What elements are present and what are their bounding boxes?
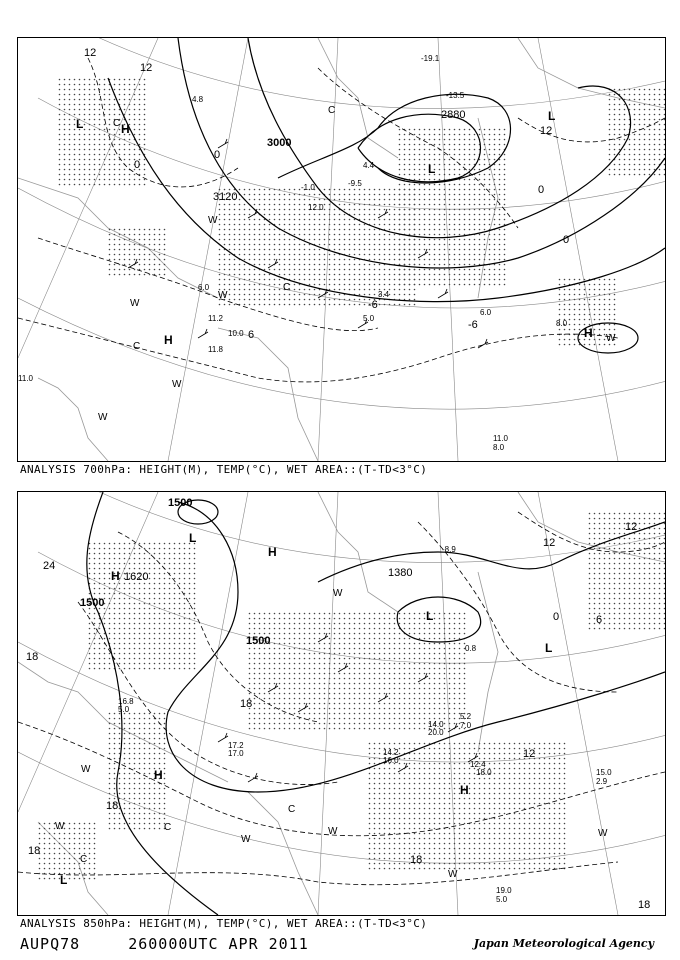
obs-value: 4.4 xyxy=(363,161,375,170)
temp-label: 0 xyxy=(214,149,221,161)
obs-value: 11.8 xyxy=(208,345,223,354)
chart-code: AUPQ78 xyxy=(20,935,81,953)
warm-mark: W xyxy=(448,869,458,880)
temp-label: 6 xyxy=(248,329,255,341)
caption-850hpa: ANALYSIS 850hPa: HEIGHT(M), TEMP(°C), WET AREA::(T-TD<3°C) xyxy=(20,917,428,930)
map-700hpa xyxy=(17,37,666,462)
obs-value: 6.0 xyxy=(480,308,492,317)
obs-value: 10.0 xyxy=(228,329,244,338)
temp-label: -6 xyxy=(468,319,478,331)
warm-mark: W xyxy=(130,298,140,309)
temp-label: 24 xyxy=(43,560,56,572)
obs-value: 16.0 xyxy=(383,756,399,765)
map-850hpa xyxy=(17,491,666,916)
temp-label: 6 xyxy=(596,614,603,626)
cold-mark: C xyxy=(328,105,336,116)
high-center-marker: H xyxy=(121,122,130,136)
high-center-marker: H xyxy=(460,783,469,797)
warm-mark: W xyxy=(333,588,343,599)
obs-value: 4.8 xyxy=(192,95,204,104)
obs-value: -8.9 xyxy=(442,545,456,554)
low-center-marker: L xyxy=(548,109,556,123)
obs-value: -13.5 xyxy=(446,91,465,100)
high-center-marker: H xyxy=(164,333,173,347)
obs-value: 5.0 xyxy=(118,705,130,714)
obs-value: 16.8 xyxy=(118,697,134,706)
warm-mark: W xyxy=(208,215,218,226)
obs-value: 5.0 xyxy=(496,895,508,904)
warm-mark: W xyxy=(218,290,228,301)
obs-value: 3.4 xyxy=(378,290,390,299)
map-850hpa-canvas xyxy=(18,492,665,915)
temp-label: 0 xyxy=(134,159,141,171)
height-label: 1380 xyxy=(388,567,413,579)
height-label: 1500 xyxy=(246,635,271,647)
obs-value: 18.0 xyxy=(476,768,492,777)
obs-value: 0.8 xyxy=(465,644,477,653)
obs-value: -19.1 xyxy=(421,54,440,63)
temp-label: 12 xyxy=(543,537,556,549)
obs-value: 20.0 xyxy=(428,728,444,737)
temp-label: 18 xyxy=(106,800,119,812)
obs-value: 12.4 xyxy=(470,760,486,769)
cold-mark: C xyxy=(113,118,121,129)
height-label: 3000 xyxy=(267,137,292,149)
cold-mark: C xyxy=(80,854,88,865)
obs-value: 15.0 xyxy=(596,768,612,777)
obs-value: -9.5 xyxy=(348,179,362,188)
warm-mark: W xyxy=(241,834,251,845)
agency-name: Japan Meteorological Agency xyxy=(473,937,654,950)
height-label: 1620 xyxy=(124,571,149,583)
temp-label: 0 xyxy=(538,184,545,196)
obs-value: 8.0 xyxy=(493,443,505,452)
high-center-marker: H xyxy=(268,545,277,559)
map-700hpa-canvas xyxy=(18,38,665,461)
low-center-marker: L xyxy=(60,873,68,887)
height-label: 3120 xyxy=(213,191,238,203)
temp-label: 18 xyxy=(638,899,651,911)
obs-value: 11.0 xyxy=(18,374,33,383)
temp-label: 12 xyxy=(625,521,638,533)
temp-label: 12 xyxy=(523,748,536,760)
obs-value: -1.0 xyxy=(301,183,315,192)
cold-mark: C xyxy=(133,341,141,352)
height-label: 1500 xyxy=(168,497,193,509)
obs-value: 2.9 xyxy=(596,777,608,786)
obs-value: 5.0 xyxy=(363,314,375,323)
high-center-marker: H xyxy=(111,569,120,583)
low-center-marker: L xyxy=(545,641,553,655)
obs-value: 11.0 xyxy=(493,434,508,443)
temp-label: -6 xyxy=(368,299,378,311)
height-label: 2880 xyxy=(441,109,466,121)
warm-mark: W xyxy=(81,764,91,775)
cold-mark: C xyxy=(164,822,172,833)
high-center-marker: H xyxy=(584,326,593,340)
caption-700hpa: ANALYSIS 700hPa: HEIGHT(M), TEMP(°C), WET AREA::(T-TD<3°C) xyxy=(20,463,428,476)
cold-mark: C xyxy=(288,804,296,815)
obs-value: 19.0 xyxy=(496,886,512,895)
temp-label: 12 xyxy=(540,125,553,137)
obs-value: 17.2 xyxy=(228,741,244,750)
temp-label: 0 xyxy=(553,611,560,623)
wet-area xyxy=(58,78,665,348)
obs-value: 14.0 xyxy=(428,720,444,729)
warm-mark: W xyxy=(98,412,108,423)
temp-label: 12 xyxy=(84,47,97,59)
temp-label: 0 xyxy=(563,234,570,246)
chart-footer xyxy=(20,935,347,953)
obs-value: 7.0 xyxy=(460,721,472,730)
warm-mark: W xyxy=(55,821,65,832)
temp-label: 18 xyxy=(26,651,39,663)
warm-mark: W xyxy=(172,379,182,390)
high-center-marker: H xyxy=(154,768,163,782)
warm-mark: W xyxy=(598,828,608,839)
obs-value: 17.0 xyxy=(228,749,244,758)
low-center-marker: L xyxy=(76,117,84,131)
obs-value: 5.2 xyxy=(460,712,472,721)
chart-datetime: 260000UTC APR 2011 xyxy=(128,935,309,953)
warm-mark: W xyxy=(606,333,616,344)
obs-value: 12.0 xyxy=(308,203,324,212)
temp-label: 18 xyxy=(28,845,41,857)
obs-value: 11.2 xyxy=(208,314,223,323)
low-center-marker: L xyxy=(189,531,197,545)
cold-mark: C xyxy=(283,282,291,293)
obs-value: 14.2 xyxy=(383,748,399,757)
temp-label: 18 xyxy=(410,854,423,866)
temp-label: 12 xyxy=(140,62,153,74)
low-center-marker: L xyxy=(426,609,434,623)
warm-mark: W xyxy=(328,826,338,837)
obs-value: 8.0 xyxy=(556,319,568,328)
height-label: 1500 xyxy=(80,597,105,609)
obs-value: 6.0 xyxy=(198,283,210,292)
temp-label: 18 xyxy=(240,698,253,710)
low-center-marker: L xyxy=(428,162,436,176)
